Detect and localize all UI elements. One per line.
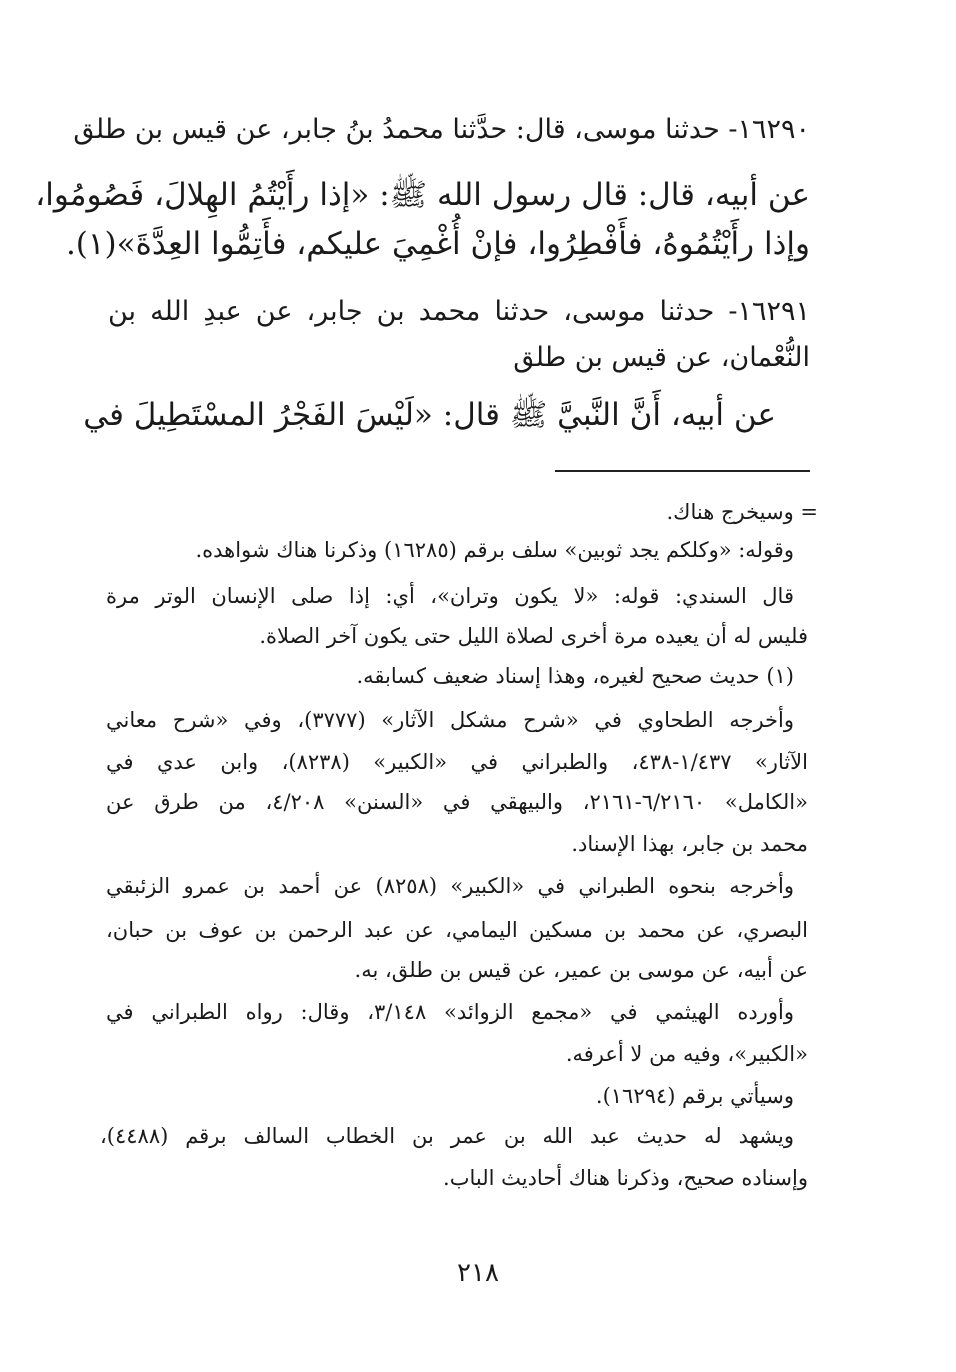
footnote-line-8: «الكامل» ٦/٢١٦٠-٢١٦١، والبيهقي في «السنن» ٤/٢٠٨، من طرق عن xyxy=(106,790,808,814)
footnote-line-9: محمد بن جابر، بهذا الإسناد. xyxy=(571,832,808,856)
footnote-line-17: وإسناده صحيح، وذكرنا هناك أحاديث الباب. xyxy=(443,1166,808,1190)
footnote-separator xyxy=(555,470,810,472)
footnote-line-2: وقوله: «وكلكم يجد ثوبين» سلف برقم (١٦٢٨٥) وذكرنا هناك شواهده. xyxy=(195,538,794,562)
footnote-line-5: (١) حديث صحيح لغيره، وهذا إسناد ضعيف كسابقه. xyxy=(356,664,794,688)
footnote-line-15: وسيأتي برقم (١٦٢٩٤). xyxy=(595,1084,794,1108)
footnote-line-14: «الكبير»، وفيه من لا أعرفه. xyxy=(565,1042,808,1066)
footnote-line-1: = وسيخرج هناك. xyxy=(666,500,818,524)
footnote-line-3: قال السندي: قوله: «لا يكون وتران»، أي: إذا صلى الإنسان الوتر مرة xyxy=(106,584,794,608)
hadith-line-5: النُّعْمان، عن قيس بن طلق xyxy=(513,342,810,373)
footnote-line-13: وأورده الهيثمي في «مجمع الزوائد» ٣/١٤٨، وقال: رواه الطبراني في xyxy=(106,1000,794,1024)
hadith-line-3: وإذا رأَيْتُمُوهُ، فأَفْطِرُوا، فإنْ أُغْمِيَ عليكم، فأَتِمُّوا العِدَّةَ»(١). xyxy=(65,226,810,262)
hadith-line-6: عن أبيه، أَنَّ النَّبيَّ ﷺ قال: «لَيْسَ الفَجْرُ المسْتَطِيلَ في xyxy=(83,397,776,433)
footnote-line-7: الآثار» ١/٤٣٧-٤٣٨، والطبراني في «الكبير» (٨٢٣٨)، وابن عدي في xyxy=(106,750,808,774)
footnote-line-6: وأخرجه الطحاوي في «شرح مشكل الآثار» (٣٧٧٧)، وفي «شرح معاني xyxy=(106,708,794,732)
page-number: ٢١٨ xyxy=(457,1258,499,1288)
footnote-line-12: عن أبيه، عن موسى بن عمير، عن قيس بن طلق، به. xyxy=(354,958,808,982)
footnote-line-4: فليس له أن يعيده مرة أخرى لصلاة الليل حتى يكون آخر الصلاة. xyxy=(259,624,808,648)
hadith-line-1: ١٦٢٩٠- حدثنا موسى، قال: حدَّثنا محمدُ بنُ جابر، عن قيس بن طلق xyxy=(73,114,810,145)
hadith-line-2: عن أبيه، قال: قال رسول الله ﷺ: «إذا رأَيْتُمُ الهِلالَ، فَصُومُوا، xyxy=(35,177,810,213)
footnote-line-16: ويشهد له حديث عبد الله بن عمر بن الخطاب السالف برقم (٤٤٨٨)، xyxy=(100,1124,794,1148)
footnote-line-10: وأخرجه بنحوه الطبراني في «الكبير» (٨٢٥٨) عن أحمد بن عمرو الزئبقي xyxy=(106,874,794,898)
hadith-line-4: ١٦٢٩١- حدثنا موسى، حدثنا محمد بن جابر، عن عبدِ الله بن xyxy=(108,296,810,327)
footnote-line-11: البصري، عن محمد بن مسكين اليمامي، عن عبد الرحمن بن عوف بن حبان، xyxy=(106,918,808,942)
